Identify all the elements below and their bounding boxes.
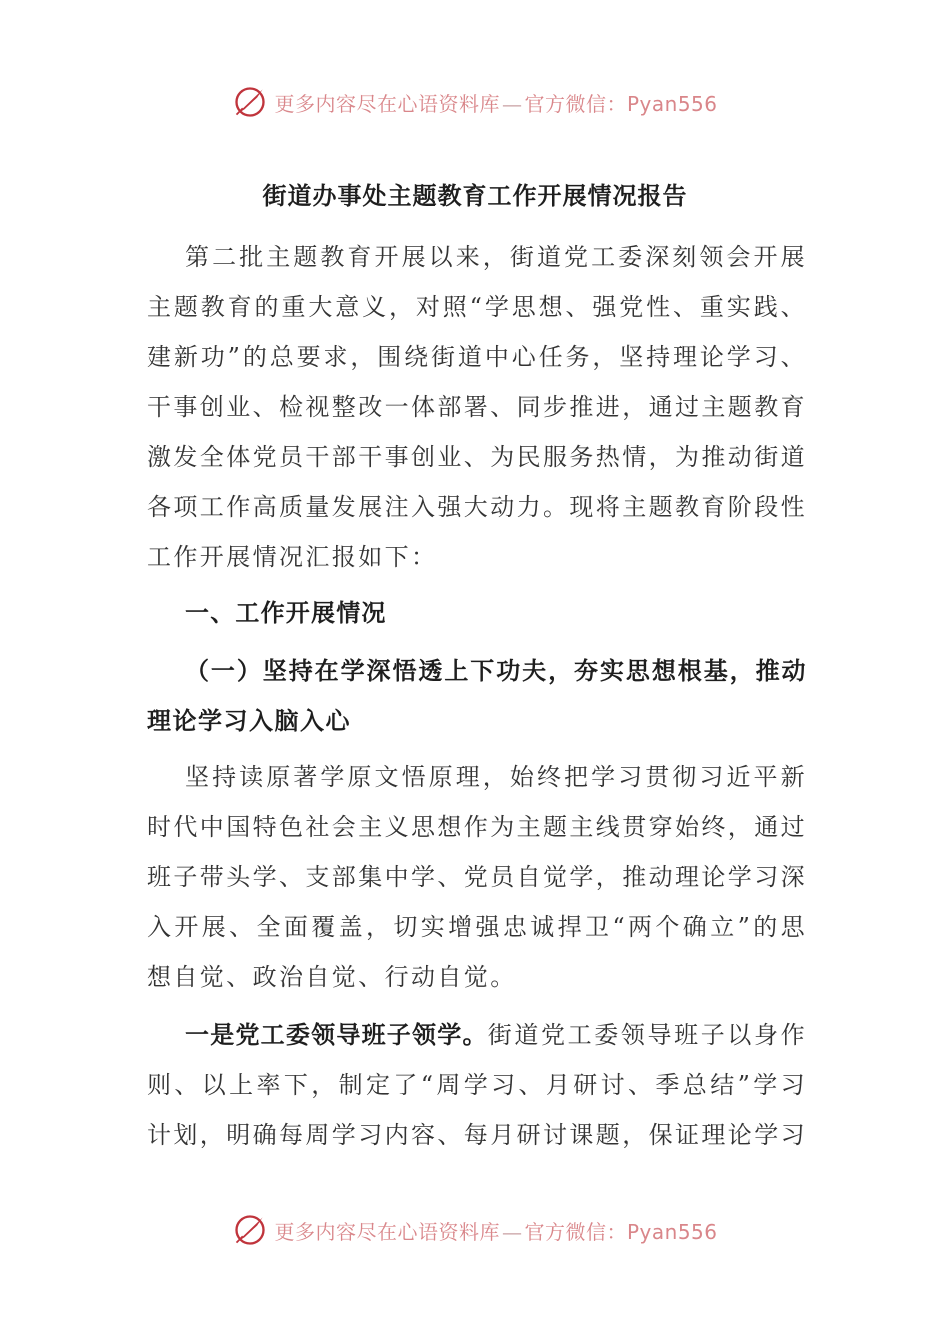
quill-logo-icon [232,1212,268,1248]
banner-separator: — [501,1219,523,1244]
paragraph-body-text: 街道党工委领导班子以身作则、以上率下，制定了“周学习、月研讨、季总结”学习计划，明确每周学习内容、每月研讨课题，保证理论学习 [147,1021,807,1149]
paragraph-lead-phrase: 一是党工委领导班子领学。 [185,1020,488,1049]
banner-title: 更多内容尽在心语资料库 [274,91,500,116]
intro-paragraph: 第二批主题教育开展以来，街道党工委深刻领会开展主题教育的重大意义，对照“学思想、强党性、重实践、建新功”的总要求，围绕街道中心任务，坚持理论学习、干事创业、检视整改一体部署、同步推进，通过主题教育激发全体党员干部干事创业、为民服务热情，为推动街道各项工作高质量发展注入强大动力。现将主题教育阶段性工作开展情况汇报如下： [147,243,807,571]
document-title: 街道办事处主题教育工作开展情况报告 [262,181,688,210]
banner-text [274,88,717,117]
banner-wechat-label: 官方微信： [524,1219,627,1244]
header-banner [0,82,950,122]
banner-wechat-label: 官方微信： [524,91,627,116]
banner-wechat-id: Pyan556 [626,91,718,116]
body-paragraph-lead [147,1010,807,1160]
banner-title: 更多内容尽在心语资料库 [274,1219,500,1244]
banner-separator: — [501,91,523,116]
banner-text [274,1216,717,1245]
subsection-heading: （一）坚持在学深悟透上下功夫，夯实思想根基，推动理论学习入脑入心 [147,656,807,735]
body-paragraph: 坚持读原著学原文悟原理，始终把学习贯彻习近平新时代中国特色社会主义思想作为主题主线贯穿始终，通过班子带头学、支部集中学、党员自觉学，推动理论学习深入开展、全面覆盖，切实增强忠诚捍卫“两个确立”的思想自觉、政治自觉、行动自觉。 [147,763,807,991]
footer-banner [0,1210,950,1250]
banner-wechat-id: Pyan556 [626,1219,718,1244]
quill-logo-icon [232,84,268,120]
section-heading: 一、工作开展情况 [185,598,387,627]
